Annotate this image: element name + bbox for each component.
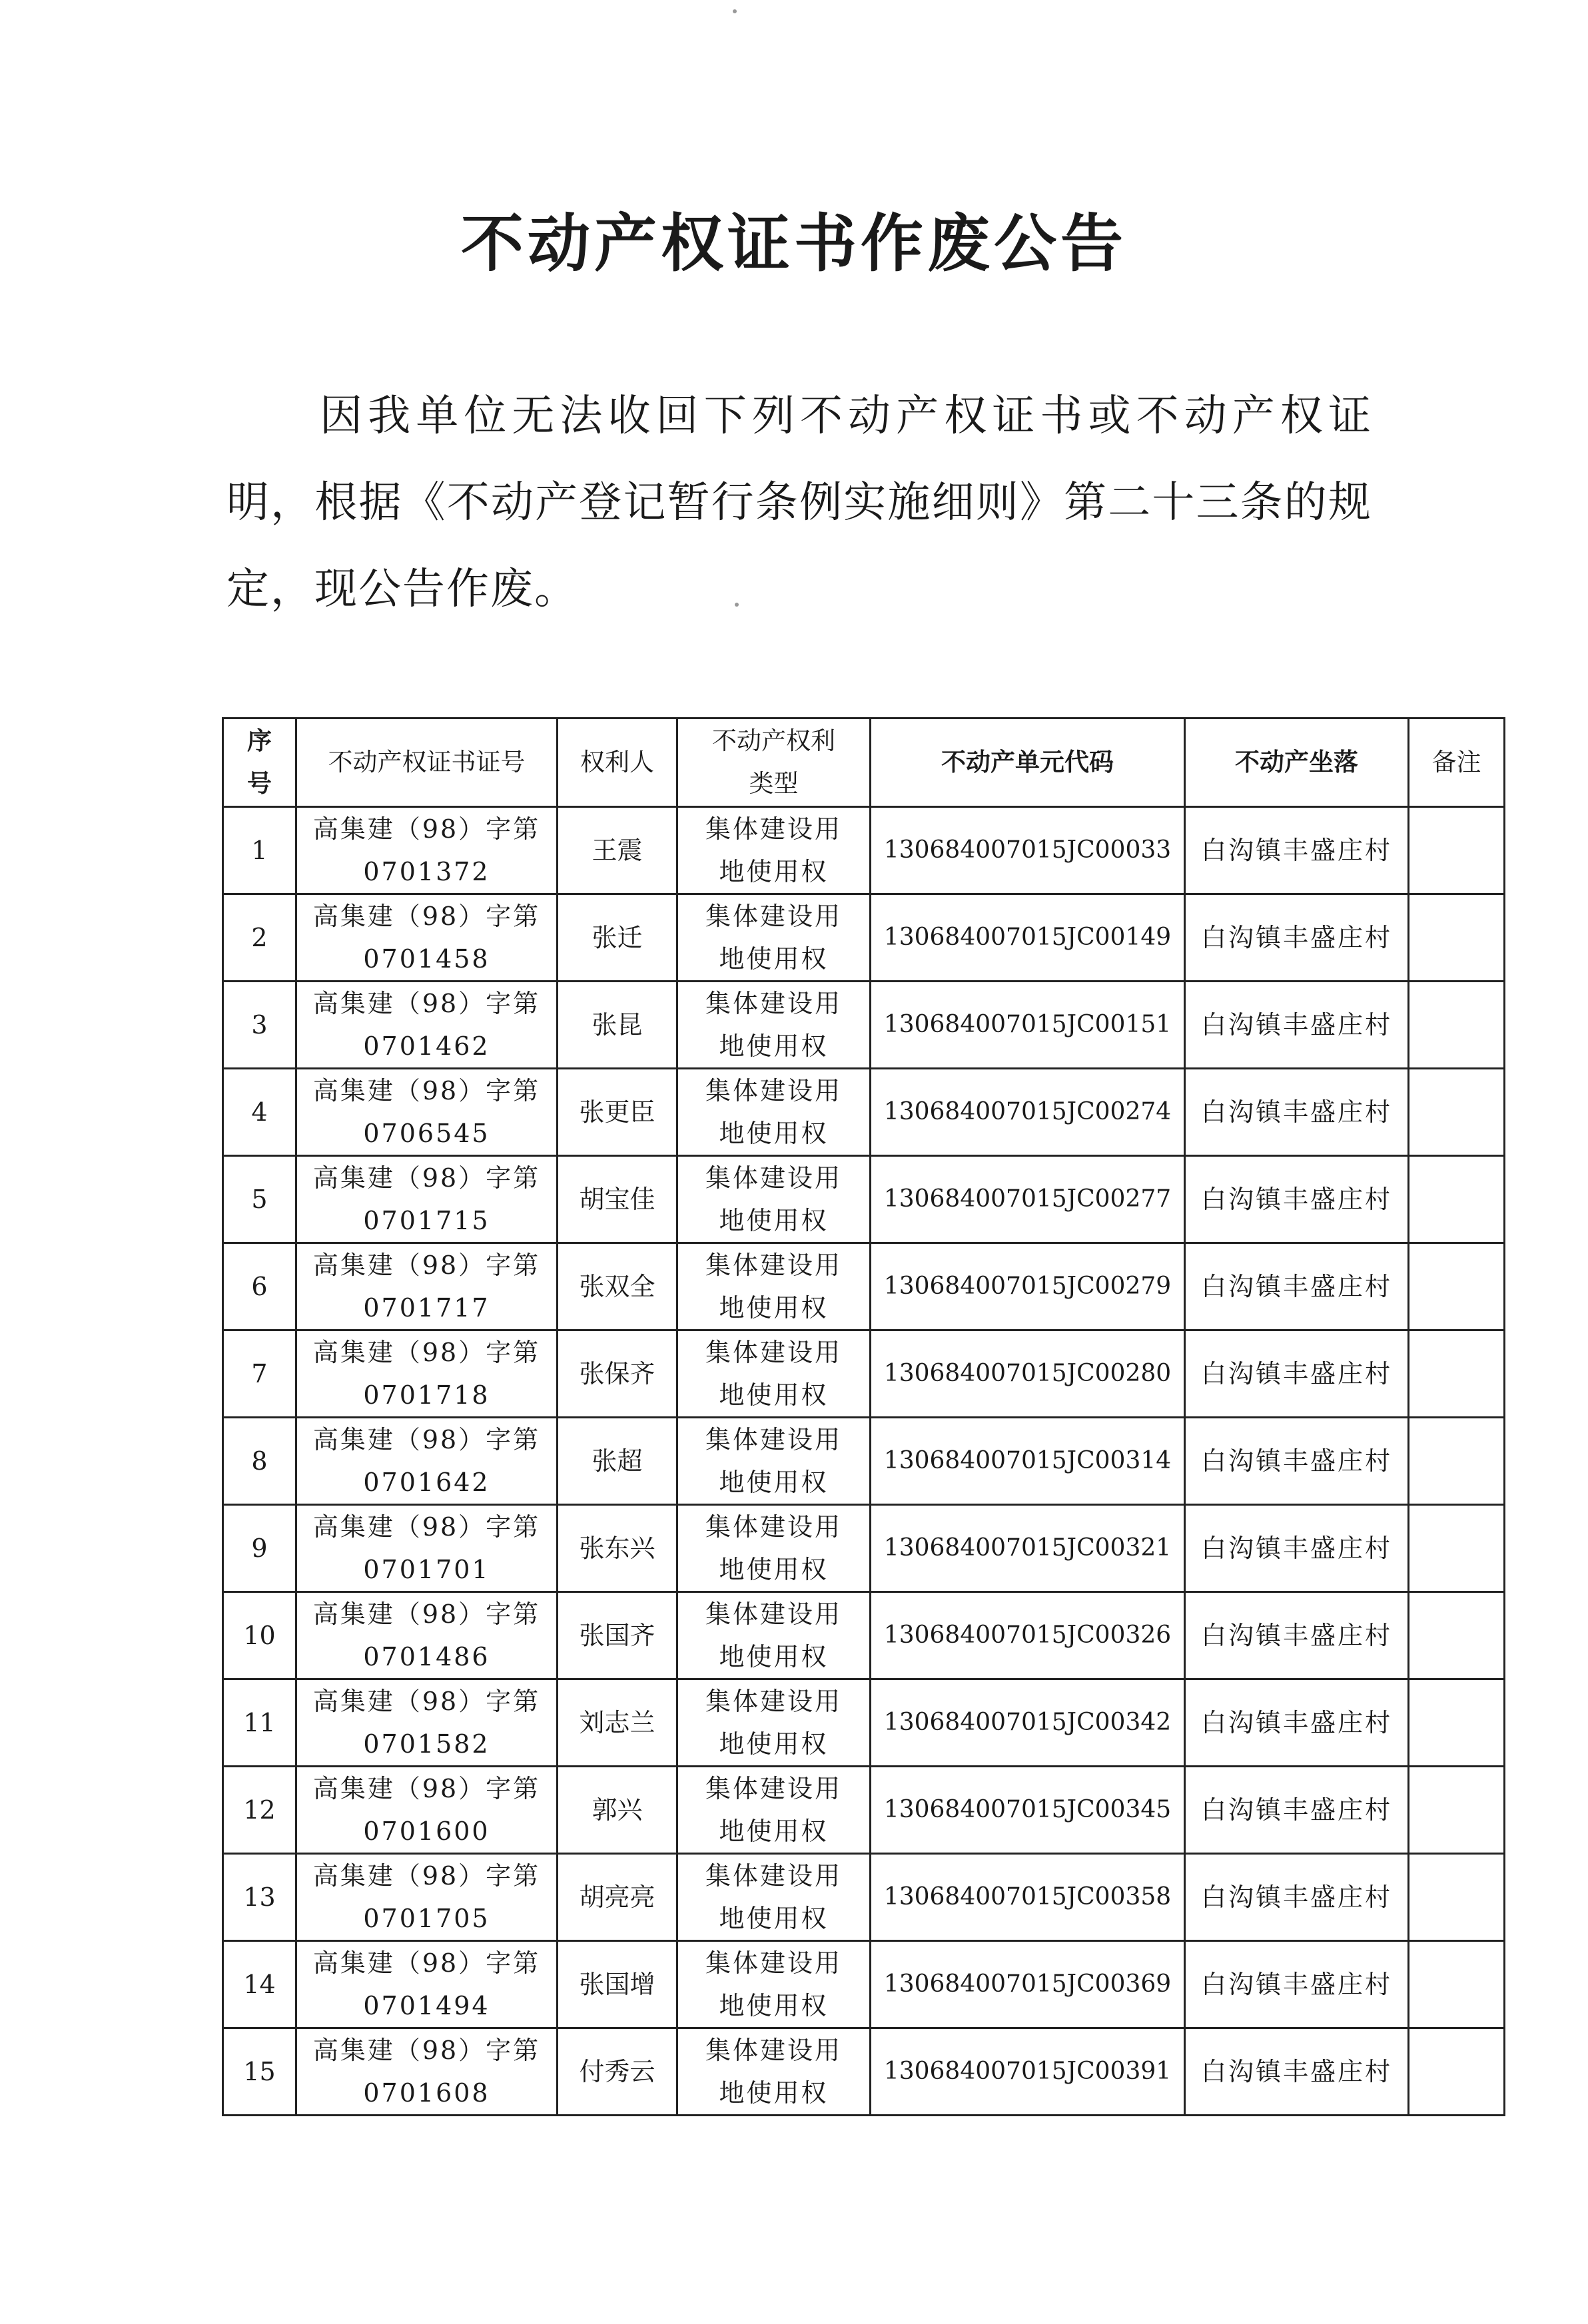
- cell-right-type-line1: 集体建设用: [705, 902, 842, 931]
- cell-right-type-line1: 集体建设用: [705, 1861, 842, 1890]
- cell-cert-no-line2: 0701717: [363, 1293, 490, 1322]
- cell-location: 白沟镇丰盛庄村: [1185, 1243, 1409, 1330]
- cell-cert-no: [296, 1069, 558, 1156]
- cell-cert-no-line2: 0701642: [363, 1468, 490, 1497]
- cell-right-type: [677, 1592, 871, 1679]
- cell-seq: 1: [223, 807, 296, 894]
- cell-holder: 王震: [558, 807, 677, 894]
- cell-remark: [1409, 1418, 1505, 1505]
- cell-cert-no-line1: 高集建（98）字第: [312, 1687, 541, 1716]
- cell-cert-no: [296, 1767, 558, 1854]
- header-holder: 权利人: [558, 719, 677, 807]
- cell-remark: [1409, 1592, 1505, 1679]
- cell-remark: [1409, 1330, 1505, 1418]
- header-remark: 备注: [1409, 719, 1505, 807]
- cell-right-type-line2: 地使用权: [719, 1380, 829, 1410]
- scan-dot: [733, 9, 737, 13]
- header-seq-line2: 号: [247, 769, 272, 798]
- cell-right-type: [677, 1069, 871, 1156]
- table-header-row: [223, 719, 1505, 807]
- cell-remark: [1409, 1854, 1505, 1941]
- cell-cert-no: [296, 807, 558, 894]
- cell-location: 白沟镇丰盛庄村: [1185, 1767, 1409, 1854]
- cell-cert-no: [296, 894, 558, 982]
- cell-seq: 6: [223, 1243, 296, 1330]
- cell-seq: 9: [223, 1505, 296, 1592]
- cell-location: 白沟镇丰盛庄村: [1185, 1941, 1409, 2028]
- cell-cert-no-line1: 高集建（98）字第: [312, 1861, 541, 1890]
- cell-right-type: [677, 2028, 871, 2116]
- cell-right-type-line2: 地使用权: [719, 2078, 829, 2108]
- cell-right-type: [677, 1243, 871, 1330]
- cell-location: 白沟镇丰盛庄村: [1185, 1330, 1409, 1418]
- cell-cert-no-line1: 高集建（98）字第: [312, 1948, 541, 1978]
- table-row: [223, 1941, 1505, 2028]
- cell-right-type-line2: 地使用权: [719, 1729, 829, 1759]
- cell-cert-no-line2: 0701705: [363, 1904, 490, 1933]
- cell-remark: [1409, 1767, 1505, 1854]
- cell-cert-no: [296, 1854, 558, 1941]
- cell-seq: 13: [223, 1854, 296, 1941]
- cell-right-type-line2: 地使用权: [719, 1293, 829, 1322]
- table-row: [223, 1418, 1505, 1505]
- cell-cert-no: [296, 1243, 558, 1330]
- table-row: [223, 1767, 1505, 1854]
- cell-remark: [1409, 1156, 1505, 1243]
- cell-remark: [1409, 1941, 1505, 2028]
- cell-right-type-line2: 地使用权: [719, 1555, 829, 1584]
- cell-cert-no-line1: 高集建（98）字第: [312, 2036, 541, 2065]
- cell-holder: 张国增: [558, 1941, 677, 2028]
- cell-right-type-line2: 地使用权: [719, 1904, 829, 1933]
- cell-right-type-line1: 集体建设用: [705, 989, 842, 1018]
- cell-cert-no: [296, 1418, 558, 1505]
- header-right-type: [677, 719, 871, 807]
- cell-location: 白沟镇丰盛庄村: [1185, 894, 1409, 982]
- cell-holder: 郭兴: [558, 1767, 677, 1854]
- table-row: [223, 894, 1505, 982]
- cell-seq: 8: [223, 1418, 296, 1505]
- cell-right-type-line2: 地使用权: [719, 1468, 829, 1497]
- cell-seq: 12: [223, 1767, 296, 1854]
- cell-right-type-line1: 集体建设用: [705, 1425, 842, 1454]
- cell-remark: [1409, 1069, 1505, 1156]
- cell-cert-no-line2: 0701458: [363, 944, 490, 974]
- cell-cert-no: [296, 1679, 558, 1767]
- cell-cert-no-line2: 0701600: [363, 1817, 490, 1846]
- table-body: [223, 807, 1505, 2116]
- cell-unit-code: 130684007015JC00391: [871, 2028, 1185, 2116]
- cell-right-type-line2: 地使用权: [719, 857, 829, 886]
- cell-unit-code: 130684007015JC00149: [871, 894, 1185, 982]
- cell-holder: 张国齐: [558, 1592, 677, 1679]
- table-row: [223, 982, 1505, 1069]
- table-row: [223, 1505, 1505, 1592]
- cell-cert-no-line2: 0701494: [363, 1991, 490, 2020]
- cell-location: 白沟镇丰盛庄村: [1185, 982, 1409, 1069]
- header-cert-no: 不动产权证书证号: [296, 719, 558, 807]
- cell-right-type-line1: 集体建设用: [705, 1512, 842, 1542]
- table-row: [223, 2028, 1505, 2116]
- header-seq-line1: 序: [247, 726, 272, 755]
- cell-right-type-line1: 集体建设用: [705, 1251, 842, 1280]
- cell-right-type: [677, 1418, 871, 1505]
- cell-cert-no: [296, 982, 558, 1069]
- cell-seq: 7: [223, 1330, 296, 1418]
- cell-holder: 刘志兰: [558, 1679, 677, 1767]
- table-row: [223, 1592, 1505, 1679]
- cell-cert-no-line1: 高集建（98）字第: [312, 1774, 541, 1803]
- cell-unit-code: 130684007015JC00345: [871, 1767, 1185, 1854]
- cell-unit-code: 130684007015JC00369: [871, 1941, 1185, 2028]
- cell-holder: 张昆: [558, 982, 677, 1069]
- cell-remark: [1409, 807, 1505, 894]
- cell-cert-no-line1: 高集建（98）字第: [312, 1251, 541, 1280]
- cell-unit-code: 130684007015JC00277: [871, 1156, 1185, 1243]
- cell-unit-code: 130684007015JC00033: [871, 807, 1185, 894]
- cell-right-type-line1: 集体建设用: [705, 1774, 842, 1803]
- cell-cert-no: [296, 2028, 558, 2116]
- cell-remark: [1409, 982, 1505, 1069]
- cell-right-type: [677, 1505, 871, 1592]
- certificate-table: [222, 717, 1505, 2116]
- notice-paragraph: 因我单位无法收回下列不动产权证书或不动产权证明，根据《不动产登记暂行条例实施细则》第二十三条的规定，现公告作废。: [226, 392, 1372, 614]
- cell-unit-code: 130684007015JC00326: [871, 1592, 1185, 1679]
- cell-right-type-line2: 地使用权: [719, 944, 829, 974]
- cell-right-type-line1: 集体建设用: [705, 1948, 842, 1978]
- cell-seq: 4: [223, 1069, 296, 1156]
- cell-right-type: [677, 982, 871, 1069]
- cell-cert-no-line1: 高集建（98）字第: [312, 1425, 541, 1454]
- cell-right-type-line1: 集体建设用: [705, 1163, 842, 1193]
- cell-cert-no-line1: 高集建（98）字第: [312, 1076, 541, 1105]
- cell-holder: 胡亮亮: [558, 1854, 677, 1941]
- cell-cert-no-line2: 0701486: [363, 1642, 490, 1671]
- cell-unit-code: 130684007015JC00358: [871, 1854, 1185, 1941]
- cell-holder: 张双全: [558, 1243, 677, 1330]
- cell-seq: 15: [223, 2028, 296, 2116]
- header-right-type-line2: 类型: [749, 769, 799, 798]
- cell-right-type: [677, 1679, 871, 1767]
- cell-remark: [1409, 2028, 1505, 2116]
- cell-right-type: [677, 1854, 871, 1941]
- cell-cert-no-line2: 0701715: [363, 1206, 490, 1235]
- cell-right-type: [677, 1330, 871, 1418]
- cell-right-type-line1: 集体建设用: [705, 814, 842, 844]
- cell-cert-no: [296, 1330, 558, 1418]
- cell-right-type: [677, 894, 871, 982]
- cell-seq: 10: [223, 1592, 296, 1679]
- cell-location: 白沟镇丰盛庄村: [1185, 2028, 1409, 2116]
- cell-cert-no-line1: 高集建（98）字第: [312, 902, 541, 931]
- table-row: [223, 1330, 1505, 1418]
- cell-cert-no-line1: 高集建（98）字第: [312, 1338, 541, 1367]
- cell-cert-no-line2: 0701608: [363, 2078, 490, 2108]
- cell-seq: 14: [223, 1941, 296, 2028]
- cell-right-type-line2: 地使用权: [719, 1991, 829, 2020]
- cell-location: 白沟镇丰盛庄村: [1185, 1418, 1409, 1505]
- cell-location: 白沟镇丰盛庄村: [1185, 1069, 1409, 1156]
- cell-right-type-line2: 地使用权: [719, 1119, 829, 1148]
- cell-holder: 张迁: [558, 894, 677, 982]
- cell-location: 白沟镇丰盛庄村: [1185, 1505, 1409, 1592]
- cell-right-type: [677, 807, 871, 894]
- cell-right-type: [677, 1156, 871, 1243]
- cell-cert-no: [296, 1505, 558, 1592]
- table-row: [223, 1156, 1505, 1243]
- cell-location: 白沟镇丰盛庄村: [1185, 1854, 1409, 1941]
- cell-cert-no-line2: 0701462: [363, 1031, 490, 1061]
- header-location: 不动产坐落: [1185, 719, 1409, 807]
- table-row: [223, 807, 1505, 894]
- cell-holder: 张更臣: [558, 1069, 677, 1156]
- cell-unit-code: 130684007015JC00321: [871, 1505, 1185, 1592]
- cell-right-type: [677, 1767, 871, 1854]
- header-right-type-line1: 不动产权利: [712, 726, 835, 755]
- cell-cert-no-line1: 高集建（98）字第: [312, 1599, 541, 1629]
- cell-cert-no-line2: 0701372: [363, 857, 490, 886]
- cell-right-type-line1: 集体建设用: [705, 1599, 842, 1629]
- cell-location: 白沟镇丰盛庄村: [1185, 807, 1409, 894]
- header-seq: [223, 719, 296, 807]
- cell-right-type-line1: 集体建设用: [705, 2036, 842, 2065]
- cell-holder: 张东兴: [558, 1505, 677, 1592]
- cell-unit-code: 130684007015JC00342: [871, 1679, 1185, 1767]
- cell-holder: 张超: [558, 1418, 677, 1505]
- cell-location: 白沟镇丰盛庄村: [1185, 1679, 1409, 1767]
- cell-seq: 2: [223, 894, 296, 982]
- cell-location: 白沟镇丰盛庄村: [1185, 1156, 1409, 1243]
- table-row: [223, 1854, 1505, 1941]
- cell-right-type-line1: 集体建设用: [705, 1338, 842, 1367]
- cell-unit-code: 130684007015JC00280: [871, 1330, 1185, 1418]
- table-row: [223, 1679, 1505, 1767]
- cell-cert-no: [296, 1156, 558, 1243]
- cell-cert-no-line2: 0706545: [363, 1119, 490, 1148]
- cell-cert-no-line1: 高集建（98）字第: [312, 989, 541, 1018]
- cell-seq: 11: [223, 1679, 296, 1767]
- cell-remark: [1409, 1243, 1505, 1330]
- cell-unit-code: 130684007015JC00151: [871, 982, 1185, 1069]
- cell-holder: 张保齐: [558, 1330, 677, 1418]
- cell-seq: 5: [223, 1156, 296, 1243]
- page-title: 不动产权证书作废公告: [460, 208, 1127, 280]
- cell-right-type-line2: 地使用权: [719, 1206, 829, 1235]
- cell-seq: 3: [223, 982, 296, 1069]
- cell-right-type: [677, 1941, 871, 2028]
- cell-cert-no-line2: 0701582: [363, 1729, 490, 1759]
- cell-unit-code: 130684007015JC00279: [871, 1243, 1185, 1330]
- cell-cert-no-line2: 0701701: [363, 1555, 490, 1584]
- cell-right-type-line2: 地使用权: [719, 1642, 829, 1671]
- cell-right-type-line1: 集体建设用: [705, 1687, 842, 1716]
- cell-cert-no-line2: 0701718: [363, 1380, 490, 1410]
- cell-cert-no: [296, 1592, 558, 1679]
- cell-holder: 付秀云: [558, 2028, 677, 2116]
- cell-cert-no-line1: 高集建（98）字第: [312, 1512, 541, 1542]
- cell-right-type-line2: 地使用权: [719, 1817, 829, 1846]
- cell-cert-no: [296, 1941, 558, 2028]
- cell-remark: [1409, 894, 1505, 982]
- cell-location: 白沟镇丰盛庄村: [1185, 1592, 1409, 1679]
- cell-unit-code: 130684007015JC00274: [871, 1069, 1185, 1156]
- cell-remark: [1409, 1679, 1505, 1767]
- cell-right-type-line2: 地使用权: [719, 1031, 829, 1061]
- cell-cert-no-line1: 高集建（98）字第: [312, 814, 541, 844]
- cell-remark: [1409, 1505, 1505, 1592]
- cell-unit-code: 130684007015JC00314: [871, 1418, 1185, 1505]
- table-row: [223, 1243, 1505, 1330]
- cell-right-type-line1: 集体建设用: [705, 1076, 842, 1105]
- cell-holder: 胡宝佳: [558, 1156, 677, 1243]
- cell-cert-no-line1: 高集建（98）字第: [312, 1163, 541, 1193]
- table-row: [223, 1069, 1505, 1156]
- header-unit-code: 不动产单元代码: [871, 719, 1185, 807]
